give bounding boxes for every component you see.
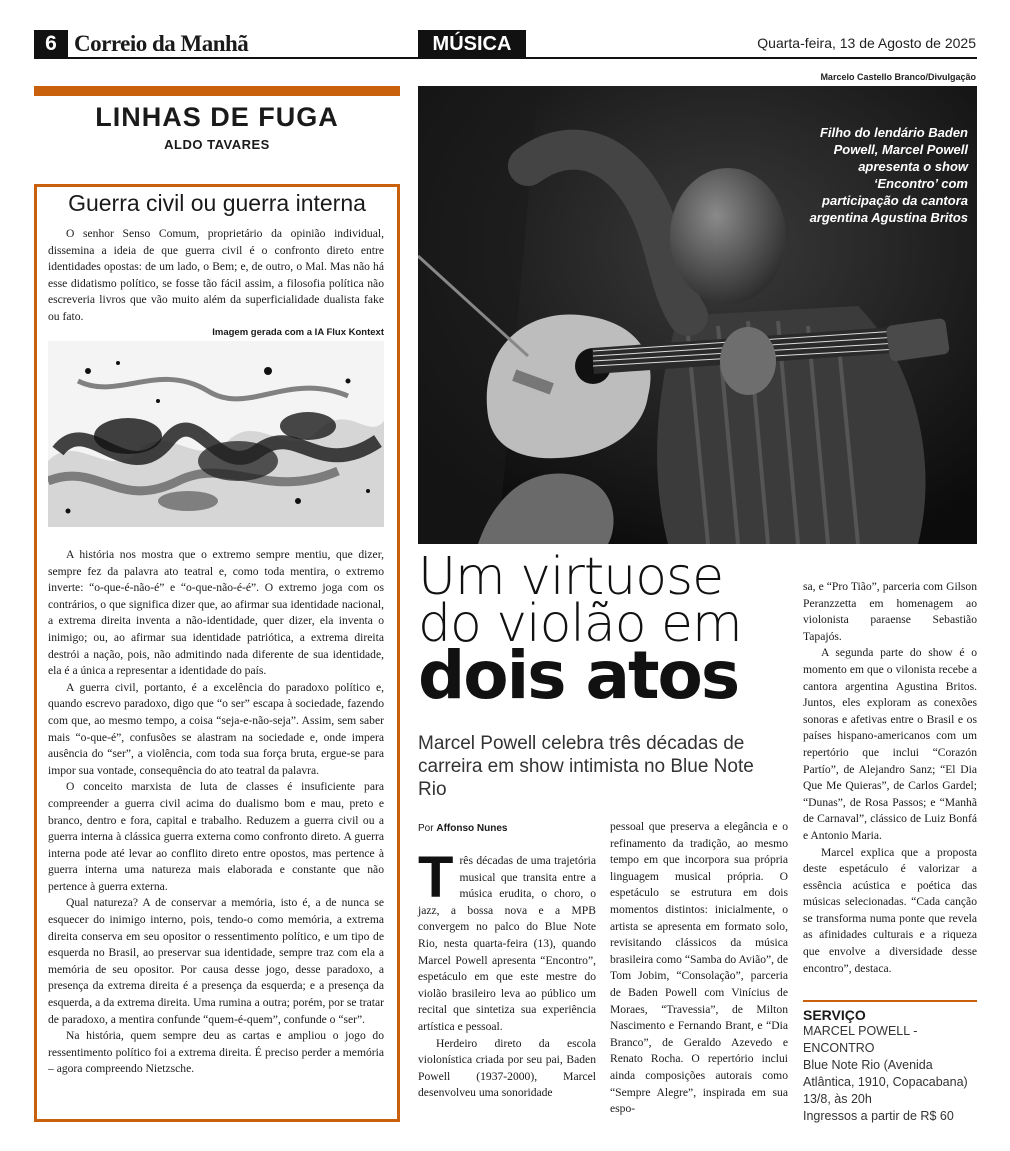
byline-prefix: Por [418, 823, 434, 834]
headline-line-2: do violão em [418, 594, 742, 654]
servico-price: Ingressos a partir de R$ 60 [803, 1109, 954, 1123]
newspaper-name: Correio da Manhã [74, 31, 249, 56]
column-paragraph: A guerra civil, portanto, é a excelência do paradoxo político e, quando escrevo paradoxo, digo que “o ser” escapa à sociedade, fazendo com que, ao mesmo tempo, a coisa “seja-e-não-seja”. Assim, sem saber mais “o-que-é”, confusões se alastram na sociedade e, onde impera ausência do “ser”, a violência, com toda sua força bruta, ergue-se para impor sua vontade, consequência do ato teatral da palavra. [48, 680, 384, 777]
article-paragraph: Marcel explica que a proposta deste espetáculo é valorizar a essência acústica e poética das músicas selecionadas. “Cada canção se transforma numa ponte que revela as afinidades culturais e a riqueza que envolve a diversidade desse encontro”, destaca. [803, 845, 977, 975]
byline [418, 823, 507, 834]
article-column-2 [610, 819, 788, 1118]
servico-rule [803, 1000, 977, 1002]
article-paragraph: sa, e “Pro Tião”, parceria com Gilson Peranzzetta em homenagem ao violonista paraense Sebastião Tapajós. [803, 580, 977, 643]
column-accent-bar [34, 86, 400, 96]
article-paragraph: A segunda parte do show é o momento em que o vilonista recebe a cantora argentina Agustina Britos. Juntos, eles exploram as conexões sonoras e afetivas entre o Brasil e os países hispano-americanos com um repertório que inclui “Corazón Partío”, de Alejandro Sanz; “El Dia Que Me Quieras”, de Carlos Gardel; “Dunas”, de Rosa Passos; e “Manhã de Carnaval”, clássico de Luiz Bonfá e Antonio Maria. [803, 646, 977, 842]
column-paragraph: O conceito marxista de luta de classes é insuficiente para compreender a guerra civil acima do dualismo bom e mau, preto e branco, dentro e fora, capital e trabalho. Reduzem a guerra civil ou a guerra interna à clássica guerra externa como confronto direto. A guerra interna pode até levar ao conflito direto entre opostos, mas pertence à guerra interna uma natureza mais elaborada e constante que não pertence à guerra externa. [48, 780, 384, 893]
column-paragraph: Na história, quem sempre deu as cartas e ampliou o jogo do ressentimento político foi a extrema direita. É preciso perder a memória – agora compreendo Nietzsche. [48, 1029, 384, 1076]
article-paragraph: pessoal que preserva a elegância e o refinamento da tradição, ao mesmo tempo em que incorpora sua própria linguagem musical própria. O espetáculo se estrutura em dois momentos distintos: inicialmente, o artista se apresenta em formato solo, revisitando clássicos da música brasileira como “Samba do Avião”, de Tom Jobim, “Consolação”, parceria de Baden Powell com Vinícius de Moraes, “Travessia”, de Milton Nascimento e Fernando Brant, e “Dia Branco”, de Geraldo Azevedo e Renato Rocha. O repertório inclui ainda composições autorais como “Sempre Alegre”, inspirada em sua espo- [610, 820, 788, 1116]
servico-event: MARCEL POWELL - ENCONTRO [803, 1024, 918, 1055]
column-author: ALDO TAVARES [164, 137, 270, 152]
photo-credit: Marcelo Castello Branco/Divulgação [820, 72, 976, 82]
photo-caption: Filho do lendário Baden Powell, Marcel Powell apresenta o show ‘Encontro’ com participação da cantora argentina Agustina Britos [809, 125, 968, 225]
header-rule [34, 57, 977, 59]
column-paragraph: A história nos mostra que o extremo sempre mentiu, que dizer, sempre fez da palavra ato teatral e, como toda mentira, o extremo inverte: “o-que-é-não-é” e “o-que-não-é-é”. O extremo joga com os contrários, o que significa dizer que, ao afirmar sua identidade nacional, a extrema direita inventa a não-identidade, quer dizer, ela inventa o inimigo; ou, ao afirmar sua identidade patriótica, a extrema direita destrói a nação, pois, não admitindo nada diferente de sua identidade, ela é a única a representar a identidade do país. [48, 548, 384, 678]
headline-line-3: dois atos [418, 637, 739, 714]
article-column-3 [803, 579, 977, 977]
column-headline: Guerra civil ou guerra interna [68, 190, 366, 216]
column-body [48, 547, 384, 1078]
servico-details [803, 1023, 977, 1125]
servico-when: 13/8, às 20h [803, 1092, 872, 1106]
servico-venue: Blue Note Rio (Avenida Atlântica, 1910, Copacabana) [803, 1058, 968, 1089]
byline-author: Affonso Nunes [436, 823, 508, 834]
issue-date: Quarta-feira, 13 de Agosto de 2025 [757, 35, 976, 51]
column-paragraph: Qual natureza? A de conservar a memória, isto é, a de nunca se esquecer do inimigo interno, pois, tendo-o como memória, a extrema direita conserva em seu opositor o ressentimento político, e um tipo de esquerda no Brasil, ao preservar sua identidade, sempre traz com ela a memória de seu opositor. Por causa desse jogo, desse paradoxo, a presença da extrema direita é a presença da esquerda; e a presença da esquerda, a da extrema direita. Uma rumina a outra; porém, por se tratar de paradoxo, a mentira confunde “quem-é-quem”, confunde o “ser”. [48, 896, 384, 1026]
abstract-ink-image [48, 341, 384, 527]
article-paragraph: Herdeiro direto da escola violonística criada por seu pai, Baden Powell (1937-2000), Marcel desenvolveu uma sonoridade [418, 1036, 596, 1100]
page-number: 6 [34, 30, 68, 58]
subheadline: Marcel Powell celebra três décadas de carreira em show intimista no Blue Note Rio [418, 733, 754, 800]
drop-cap: T [418, 845, 454, 910]
section-label: MÚSICA [418, 30, 526, 58]
headline-line-1: Um virtuose [418, 547, 724, 607]
servico-title: SERVIÇO [803, 1007, 866, 1023]
column-intro: O senhor Senso Comum, proprietário da opinião individual, dissemina a ideia de que guerra civil é o confronto direto entre identidades opostas: de um lado, o Bem; e, de outro, o Mal. Mas não há esse didatismo político, se fosse tão fácil assim, a filosofia política não escreveria livros que vão muito além da superficialidade dualista fake ou fato. [48, 227, 384, 323]
article-column-1 [418, 845, 596, 1102]
column-title: LINHAS DE FUGA [95, 102, 339, 132]
image-caption: Imagem gerada com a IA Flux Kontext [212, 327, 384, 338]
article-paragraph: rês décadas de uma trajetória musical que transita entre a música erudita, o choro, o jazz, a bossa nova e a MPB convergem no palco do Blue Note Rio, nesta quarta-feira (13), quando Marcel Powell apresenta “Encontro”, espetáculo em que este mestre do violão brasileiro leva ao público um recital que sintetiza sua experiência artística e pessoal. [418, 854, 596, 1033]
